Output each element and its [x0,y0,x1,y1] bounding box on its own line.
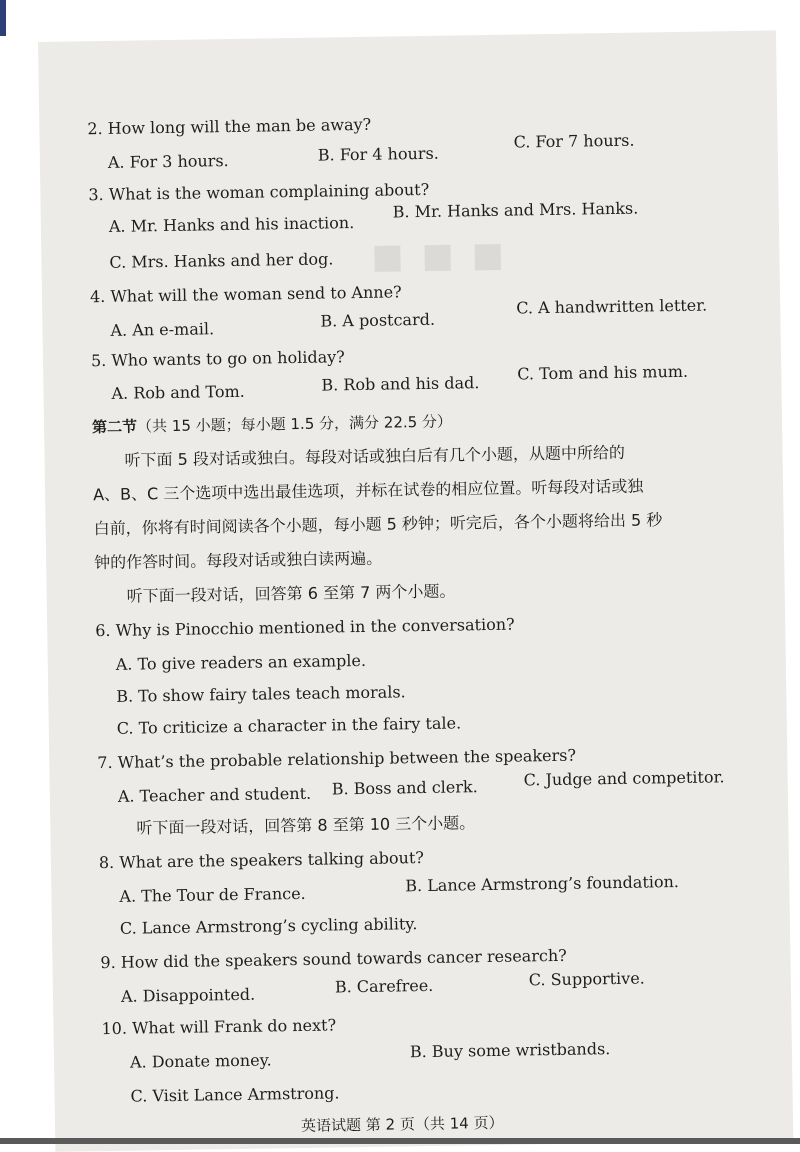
q5-option-b: B. Rob and his dad. [321,373,480,395]
q10-option-b: B. Buy some wristbands. [409,1039,611,1062]
q9-option-a: A. Disappointed. [120,984,256,1006]
q3-option-c: C. Mrs. Hanks and her dog. [109,249,334,272]
q6-option-a: A. To give readers an example. [115,650,367,674]
bleed-through-mark: ■■■ [371,234,523,277]
section-2-title: 第二节 [91,417,138,437]
q3-option-b: B. Mr. Hanks and Mrs. Hanks. [392,198,639,222]
q6-option-b: B. To show fairy tales teach morals. [116,682,406,706]
section-2-instruction-line-2: A、B、C 三个选项中选出最佳选项，并标在试卷的相应位置。听每段对话或独 [92,476,644,505]
question-9: 9. How did the speakers sound towards cancer research? [100,945,567,973]
q9-option-b: B. Carefree. [334,975,434,997]
section-2-instruction-line-4: 钟的作答时间。每段对话或独白读两遍。 [94,548,383,573]
q7-option-b: B. Boss and clerk. [331,777,478,799]
q8-option-a: A. The Tour de France. [119,883,306,906]
binder-edge [0,0,6,36]
section-2-instruction-line-3: 白前，你将有时间阅读各个小题，每小题 5 秒钟；听完后，各个小题将给出 5 秒 [93,510,663,539]
q10-option-a: A. Donate money. [129,1050,272,1072]
question-3: 3. What is the woman complaining about? [88,179,430,205]
q5-option-c: C. Tom and his mum. [517,361,689,384]
dialogue-lead-8-10: 听下面一段对话，回答第 8 至第 10 三个小题。 [136,813,476,838]
q4-option-b: B. A postcard. [320,309,436,331]
q8-option-c: C. Lance Armstrong’s cycling ability. [119,914,418,938]
q4-option-c: C. A handwritten letter. [516,295,708,318]
question-4: 4. What will the woman send to Anne? [89,282,402,307]
q2-option-c: C. For 7 hours. [513,130,635,152]
question-8: 8. What are the speakers talking about? [98,848,425,873]
question-5: 5. Who wants to go on holiday? [90,347,345,371]
section-2-header [92,412,452,438]
q2-option-a: A. For 3 hours. [107,151,229,172]
q3-option-a: A. Mr. Hanks and his inaction. [108,213,355,236]
section-2-instruction-line-1: 听下面 5 段对话或独白。每段对话或独白后有几个小题，从题中所给的 [124,442,626,470]
question-6: 6. Why is Pinocchio mentioned in the conversation? [95,614,515,641]
scan-bottom-edge [0,1138,800,1144]
q6-option-c: C. To criticize a character in the fairy tale. [116,713,462,738]
q8-option-b: B. Lance Armstrong’s foundation. [405,872,680,896]
dialogue-lead-6-7: 听下面一段对话，回答第 6 至第 7 两个小题。 [126,581,456,606]
exam-page [38,30,793,1151]
question-7: 7. What’s the probable relationship between the speakers? [97,745,577,773]
question-2: 2. How long will the man be away? [87,114,372,139]
q5-option-a: A. Rob and Tom. [111,381,245,403]
q7-option-c: C. Judge and competitor. [523,767,725,790]
section-2-info: （共 15 小题；每小题 1.5 分，满分 22.5 分） [136,412,453,436]
q9-option-c: C. Supportive. [528,968,645,990]
q2-option-b: B. For 4 hours. [317,143,439,165]
q7-option-a: A. Teacher and student. [117,783,312,806]
page-footer: 英语试题 第 2 页（共 14 页） [300,1113,504,1136]
q4-option-a: A. An e-mail. [110,319,215,340]
question-10: 10. What will Frank do next? [101,1015,337,1039]
q10-option-c: C. Visit Lance Armstrong. [130,1083,340,1106]
